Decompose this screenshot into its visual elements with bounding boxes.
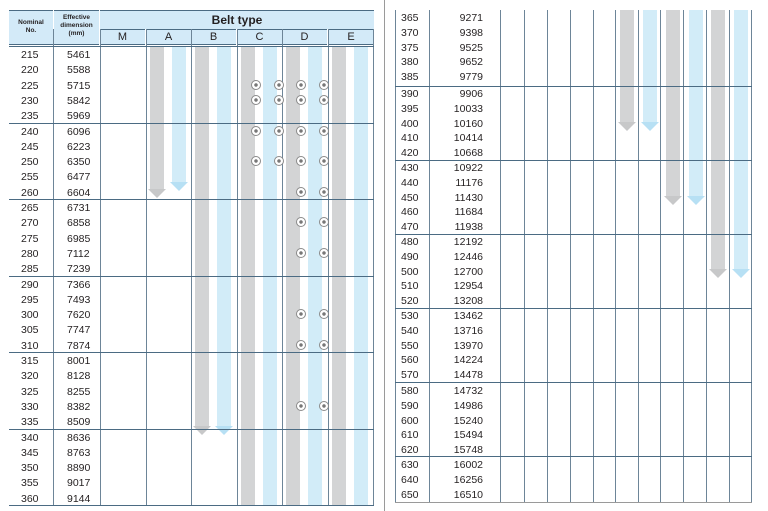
- availability-mark-icon: [274, 80, 284, 90]
- effective-cell: 6858: [67, 217, 91, 230]
- availability-bar: [150, 47, 164, 189]
- nominal-cell: 400: [401, 117, 419, 130]
- effective-cell: 8382: [67, 400, 91, 413]
- effective-cell: 7112: [67, 247, 90, 260]
- grid-line: [751, 10, 752, 503]
- down-arrow-icon: [709, 269, 727, 278]
- nominal-cell: 310: [21, 339, 39, 352]
- nominal-cell: 225: [21, 79, 39, 92]
- availability-mark-icon: [296, 156, 306, 166]
- nominal-cell: 385: [401, 71, 419, 84]
- effective-header: [54, 10, 99, 45]
- availability-mark-icon: [319, 187, 329, 197]
- effective-cell: 6731: [67, 202, 91, 214]
- effective-cell: 14478: [453, 369, 483, 382]
- left-table: [9, 10, 374, 505]
- nominal-cell: 510: [401, 280, 419, 293]
- nominal-cell: 480: [401, 236, 419, 248]
- nominal-cell: 460: [401, 206, 419, 219]
- effective-cell: 10668: [453, 147, 483, 160]
- effective-cell: 11430: [454, 191, 483, 204]
- availability-bar: [308, 47, 322, 506]
- effective-cell: 5715: [67, 79, 91, 92]
- grid-line: [706, 10, 707, 503]
- effective-cell: 10160: [453, 117, 483, 130]
- effective-header-line3: (mm): [68, 30, 85, 37]
- effective-cell: 14986: [453, 399, 483, 412]
- availability-bar: [195, 47, 209, 426]
- availability-bar: [354, 47, 368, 506]
- nominal-cell: 280: [21, 247, 39, 260]
- nominal-cell: 265: [21, 202, 39, 214]
- effective-cell: 15494: [453, 429, 483, 442]
- nominal-cell: 490: [401, 250, 419, 263]
- effective-cell: 16256: [453, 473, 483, 486]
- nominal-cell: 340: [21, 431, 39, 444]
- down-arrow-icon: [618, 122, 636, 131]
- down-arrow-icon: [664, 196, 682, 205]
- group-rule: [9, 505, 374, 506]
- effective-cell: 14732: [453, 385, 483, 397]
- nominal-cell: 530: [401, 310, 419, 322]
- nominal-cell: 470: [401, 221, 419, 234]
- availability-bar: [689, 10, 703, 196]
- availability-bar: [620, 10, 634, 122]
- availability-mark-icon: [319, 126, 329, 136]
- nominal-cell: 260: [21, 186, 39, 199]
- availability-bar: [643, 10, 657, 122]
- effective-cell: 6350: [67, 156, 91, 169]
- group-rule: [9, 46, 374, 47]
- effective-cell: 5969: [67, 110, 91, 123]
- nominal-cell: 630: [401, 459, 419, 471]
- effective-cell: 8128: [67, 370, 91, 383]
- nominal-cell: 380: [401, 56, 419, 69]
- nominal-cell: 580: [401, 385, 419, 397]
- belt-type-e: E: [328, 29, 374, 45]
- down-arrow-icon: [732, 269, 750, 278]
- availability-mark-icon: [296, 217, 306, 227]
- availability-bar: [217, 47, 231, 426]
- nominal-cell: 290: [21, 278, 39, 291]
- nominal-cell: 270: [21, 217, 39, 230]
- group-rule: [9, 429, 374, 430]
- effective-cell: 9906: [459, 88, 483, 100]
- grid-line: [593, 10, 594, 503]
- nominal-cell: 360: [21, 492, 39, 505]
- down-arrow-icon: [641, 122, 659, 131]
- effective-cell: 12446: [453, 250, 483, 263]
- availability-bar: [734, 10, 748, 269]
- nominal-cell: 220: [21, 64, 39, 77]
- effective-cell: 6223: [67, 140, 91, 153]
- nominal-cell: 570: [401, 369, 419, 382]
- effective-cell: 9144: [67, 492, 91, 505]
- nominal-cell: 365: [401, 12, 419, 24]
- nominal-cell: 600: [401, 414, 419, 427]
- availability-mark-icon: [319, 401, 329, 411]
- group-rule: [9, 352, 374, 353]
- nominal-cell: 650: [401, 488, 419, 501]
- effective-cell: 7239: [67, 263, 91, 276]
- effective-cell: 7874: [67, 339, 91, 352]
- grid-line: [524, 10, 525, 503]
- nominal-cell: 335: [21, 416, 39, 429]
- effective-cell: 11176: [455, 176, 483, 189]
- grid-line: [729, 10, 730, 503]
- effective-cell: 9398: [459, 26, 483, 39]
- effective-cell: 9017: [67, 477, 91, 490]
- availability-mark-icon: [296, 126, 306, 136]
- availability-mark-icon: [296, 309, 306, 319]
- nominal-cell: 410: [401, 132, 419, 145]
- nominal-cell: 450: [401, 191, 419, 204]
- nominal-cell: 540: [401, 324, 419, 337]
- availability-mark-icon: [319, 340, 329, 350]
- effective-cell: 7747: [67, 324, 91, 337]
- belt-type-a: A: [146, 29, 191, 45]
- grid-line: [373, 29, 374, 506]
- group-rule: [9, 276, 374, 277]
- effective-cell: 5461: [67, 49, 91, 61]
- effective-cell: 9652: [459, 56, 483, 69]
- grid-line: [638, 10, 639, 503]
- availability-mark-icon: [296, 248, 306, 258]
- grid-line: [660, 10, 661, 503]
- effective-cell: 15240: [453, 414, 483, 427]
- effective-cell: 13208: [453, 295, 483, 308]
- effective-cell: 6096: [67, 125, 91, 138]
- nominal-cell: 345: [21, 446, 39, 459]
- nominal-cell: 440: [401, 176, 419, 189]
- effective-cell: 12192: [453, 236, 483, 248]
- effective-cell: 5842: [67, 94, 91, 107]
- availability-mark-icon: [296, 340, 306, 350]
- belt-type-d: D: [282, 29, 327, 45]
- nominal-cell: 255: [21, 171, 39, 184]
- availability-mark-icon: [274, 95, 284, 105]
- nominal-cell: 315: [21, 355, 39, 367]
- availability-mark-icon: [296, 80, 306, 90]
- nominal-cell: 245: [21, 140, 39, 153]
- effective-cell: 9779: [459, 71, 483, 84]
- availability-bar: [286, 47, 300, 506]
- effective-cell: 9525: [459, 41, 483, 54]
- nominal-cell: 295: [21, 293, 39, 306]
- nominal-cell: 320: [21, 370, 39, 383]
- nominal-cell: 560: [401, 354, 419, 367]
- belt-type-header: Belt type: [100, 10, 374, 29]
- nominal-header-line1: Nominal: [18, 19, 44, 26]
- nominal-cell: 275: [21, 232, 39, 245]
- availability-mark-icon: [251, 80, 261, 90]
- grid-line: [547, 10, 548, 503]
- grid-line: [395, 10, 396, 503]
- nominal-cell: 370: [401, 26, 419, 39]
- effective-cell: 16002: [453, 459, 483, 471]
- nominal-cell: 390: [401, 88, 419, 100]
- availability-mark-icon: [319, 248, 329, 258]
- down-arrow-icon: [170, 182, 188, 191]
- nominal-cell: 355: [21, 477, 39, 490]
- nominal-cell: 325: [21, 385, 39, 398]
- effective-cell: 8001: [67, 355, 91, 367]
- effective-cell: 6477: [67, 171, 91, 184]
- belt-type-c: C: [237, 29, 282, 45]
- effective-cell: 12700: [453, 265, 483, 278]
- right-table: [395, 10, 752, 501]
- effective-header-line1: Effective: [62, 14, 91, 21]
- nominal-cell: 215: [21, 49, 39, 61]
- effective-header-line2: dimension: [60, 22, 93, 29]
- effective-cell: 12954: [453, 280, 483, 293]
- page-divider: [384, 0, 385, 511]
- availability-bar: [332, 47, 346, 506]
- effective-cell: 7493: [67, 293, 91, 306]
- effective-cell: 11938: [454, 221, 483, 234]
- effective-cell: 8509: [67, 416, 91, 429]
- effective-cell: 16510: [453, 488, 483, 501]
- group-rule: [9, 123, 374, 124]
- availability-bar: [263, 47, 277, 506]
- nominal-cell: 395: [401, 102, 419, 115]
- group-rule: [9, 199, 374, 200]
- nominal-cell: 350: [21, 462, 39, 475]
- effective-cell: 8255: [67, 385, 91, 398]
- nominal-cell: 230: [21, 94, 39, 107]
- grid-line: [429, 10, 430, 503]
- availability-bar: [172, 47, 186, 182]
- availability-mark-icon: [251, 126, 261, 136]
- nominal-cell: 620: [401, 444, 419, 457]
- nominal-header-line2: No.: [25, 27, 37, 34]
- grid-line: [191, 29, 192, 506]
- group-rule: [395, 502, 752, 503]
- grid-line: [53, 29, 54, 506]
- availability-mark-icon: [251, 95, 261, 105]
- down-arrow-icon: [687, 196, 705, 205]
- grid-line: [570, 10, 571, 503]
- effective-cell: 13970: [453, 339, 483, 352]
- availability-mark-icon: [296, 401, 306, 411]
- availability-mark-icon: [296, 187, 306, 197]
- effective-cell: 6604: [67, 186, 91, 199]
- belt-type-b: B: [191, 29, 236, 45]
- down-arrow-icon: [148, 189, 166, 198]
- nominal-cell: 330: [21, 400, 39, 413]
- availability-bar: [666, 10, 680, 196]
- nominal-cell: 285: [21, 263, 39, 276]
- effective-cell: 7366: [67, 278, 91, 291]
- grid-line: [146, 29, 147, 506]
- nominal-cell: 640: [401, 473, 419, 486]
- effective-cell: 13462: [453, 310, 483, 322]
- availability-mark-icon: [296, 95, 306, 105]
- nominal-cell: 590: [401, 399, 419, 412]
- nominal-cell: 610: [401, 429, 419, 442]
- effective-cell: 5588: [67, 64, 91, 77]
- effective-cell: 15748: [453, 444, 483, 457]
- effective-cell: 7620: [67, 309, 91, 322]
- nominal-cell: 430: [401, 162, 419, 174]
- grid-line: [100, 29, 101, 506]
- nominal-cell: 520: [401, 295, 419, 308]
- availability-mark-icon: [251, 156, 261, 166]
- belt-type-m: M: [100, 29, 145, 45]
- effective-cell: 10033: [453, 102, 483, 115]
- effective-cell: 8890: [67, 462, 91, 475]
- availability-bar: [241, 47, 255, 506]
- effective-cell: 11684: [454, 206, 483, 219]
- availability-bar: [711, 10, 725, 269]
- grid-line: [683, 10, 684, 503]
- effective-cell: 13716: [453, 324, 483, 337]
- availability-mark-icon: [319, 80, 329, 90]
- effective-cell: 10922: [453, 162, 483, 174]
- grid-line: [615, 10, 616, 503]
- effective-cell: 14224: [453, 354, 483, 367]
- nominal-cell: 235: [21, 110, 39, 123]
- nominal-cell: 240: [21, 125, 39, 138]
- grid-line: [500, 10, 501, 503]
- availability-mark-icon: [274, 126, 284, 136]
- nominal-cell: 420: [401, 147, 419, 160]
- nominal-cell: 300: [21, 309, 39, 322]
- effective-cell: 6985: [67, 232, 91, 245]
- effective-cell: 9271: [459, 12, 483, 24]
- availability-mark-icon: [319, 95, 329, 105]
- nominal-header: [9, 10, 53, 45]
- nominal-cell: 375: [401, 41, 419, 54]
- nominal-cell: 550: [401, 339, 419, 352]
- effective-cell: 10414: [453, 132, 483, 145]
- effective-cell: 8763: [67, 446, 91, 459]
- nominal-cell: 305: [21, 324, 39, 337]
- nominal-cell: 250: [21, 156, 39, 169]
- nominal-cell: 500: [401, 265, 419, 278]
- effective-cell: 8636: [67, 431, 91, 444]
- grid-line: [237, 29, 238, 506]
